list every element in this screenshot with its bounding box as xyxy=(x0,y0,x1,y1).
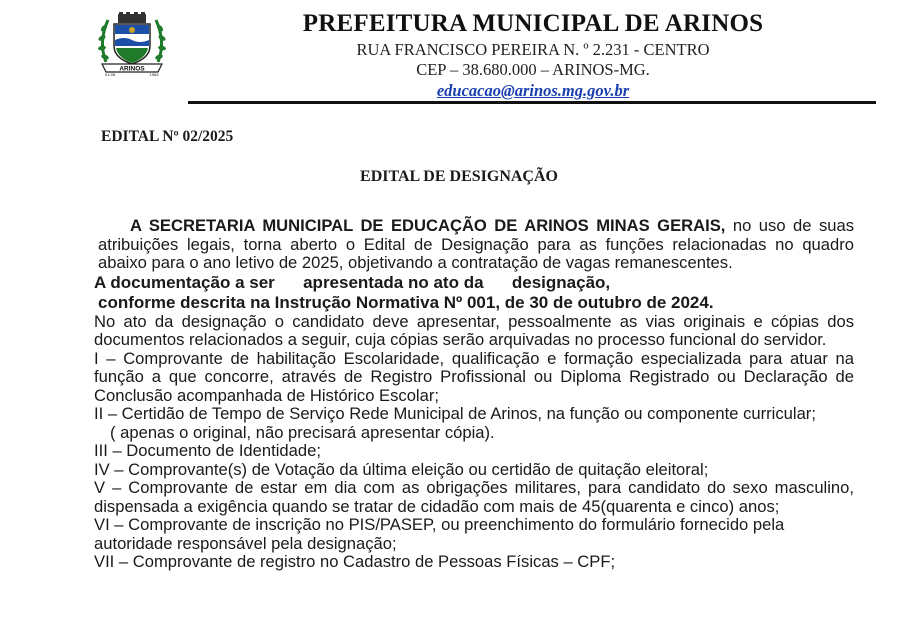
list-item-2-note: ( apenas o original, não precisará apresentar cópia). xyxy=(110,422,495,442)
list-item-3: III – Documento de Identidade; xyxy=(94,441,321,460)
doc-requirement-line-1: A documentação a ser apresentada no ato da designação, xyxy=(94,272,611,292)
intro-paragraph xyxy=(94,217,854,273)
list-item-2: II – Certidão de Tempo de Serviço Rede Municipal de Arinos, na função ou componente curricular; xyxy=(94,404,816,423)
list-item-6: VI – Comprovante de inscrição no PIS/PASEP, ou preenchimento do formulário fornecido pela autoridade responsável pela designação; xyxy=(94,515,785,553)
municipal-crest-logo xyxy=(96,12,168,78)
crest-right-date: 1963 xyxy=(149,72,159,77)
list-item-1: I – Comprovante de habilitação Escolaridade, qualificação e formação especializada para atuar na função a que concorre, através de Registro Profissional ou Diploma Registrado ou Declaração de Conclusão acompanhada de Histórico Escolar; xyxy=(94,348,854,405)
edital-number: EDITAL Nº 02/2025 xyxy=(101,128,234,145)
crest-left-date: 01-05 xyxy=(104,72,116,77)
doc-requirement-line-2: conforme descrita na Instrução Normativa Nº 001, de 30 de outubro de 2024. xyxy=(98,292,714,312)
header-divider xyxy=(188,101,876,104)
intro-bold-text: A SECRETARIA MUNICIPAL DE EDUCAÇÃO DE ARINOS MINAS GERAIS, xyxy=(130,216,726,235)
cep-line: CEP – 38.680.000 – ARINOS-MG. xyxy=(416,60,650,79)
crest-banner-text: ARINOS xyxy=(119,65,145,73)
intro-text: no uso de suas atribuições legais, torna aberto o Edital de Designação para as funções relacionadas no quadro abaixo para o ano letivo de 2025, objetivando a contratação de vagas remanescentes. xyxy=(98,216,854,272)
document-body xyxy=(94,217,854,572)
address-line: RUA FRANCISCO PEREIRA N. º 2.231 - CENTRO xyxy=(356,40,710,59)
instruction-paragraph: No ato da designação o candidato deve apresentar, pessoalmente as vias originais e cópias dos documentos relacionados a seguir, cuja cópias serão arquivadas no processo funcional do servidor. xyxy=(94,311,854,349)
email-link[interactable]: educacao@arinos.mg.gov.br xyxy=(436,81,630,100)
municipality-title: PREFEITURA MUNICIPAL DE ARINOS xyxy=(302,10,764,37)
list-item-4: IV – Comprovante(s) de Votação da última eleição ou certidão de quitação eleitoral; xyxy=(94,459,709,479)
letterhead xyxy=(188,8,878,102)
edital-heading: EDITAL DE DESIGNAÇÃO xyxy=(360,168,558,185)
list-item-5: V – Comprovante de estar em dia com as obrigações militares, para candidato do sexo masculino, dispensada a exigência quando se tratar de cidadão com mais de 45(quarenta e cinco) anos; xyxy=(94,478,854,516)
list-item-7: VII – Comprovante de registro no Cadastro de Pessoas Físicas – CPF; xyxy=(94,552,616,571)
